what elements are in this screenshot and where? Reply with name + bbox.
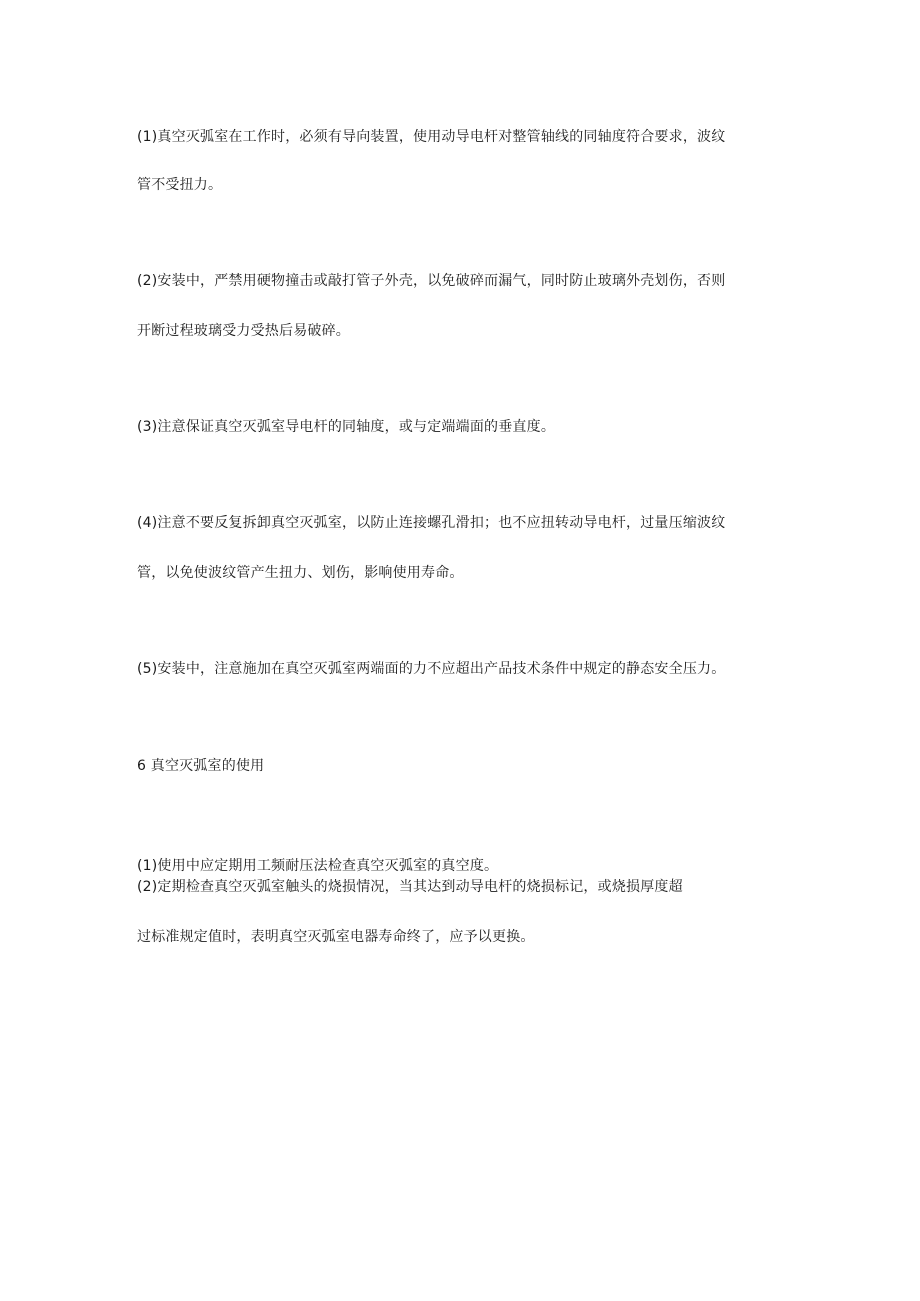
paragraph-1-line-1: (1)真空灭弧室在工作时，必须有导向装置，使用动导电杆对整管轴线的同轴度符合要求，波纹 [137,129,726,145]
paragraph-4-line-1: (4)注意不要反复拆卸真空灭弧室，以防止连接螺孔滑扣；也不应扭转动导电杆，过量压缩波纹 [137,515,726,531]
paragraph-5-line-1: (5)安装中，注意施加在真空灭弧室两端面的力不应超出产品技术条件中规定的静态安全压力。 [137,661,726,677]
paragraph-1-line-2: 管不受扭力。 [137,177,223,193]
list-item-2-line-1: (2)定期检查真空灭弧室触头的烧损情况，当其达到动导电杆的烧损标记，或烧损厚度超 [137,879,683,895]
paragraph-4-line-2: 管，以免使波纹管产生扭力、划伤，影响使用寿命。 [137,565,464,581]
paragraph-3-line-1: (3)注意保证真空灭弧室导电杆的同轴度，或与定端端面的垂直度。 [137,419,556,435]
paragraph-2-line-2: 开断过程玻璃受力受热后易破碎。 [137,323,350,339]
list-item-2-line-2: 过标准规定值时，表明真空灭弧室电器寿命终了，应予以更换。 [137,929,535,945]
section-heading: 6 真空灭弧室的使用 [137,758,265,774]
paragraph-2-line-1: (2)安装中，严禁用硬物撞击或敲打管子外壳，以免破碎而漏气，同时防止玻璃外壳划伤，否则 [137,273,726,289]
list-item-1-line-1: (1)使用中应定期用工频耐压法检查真空灭弧室的真空度。 [137,858,499,874]
